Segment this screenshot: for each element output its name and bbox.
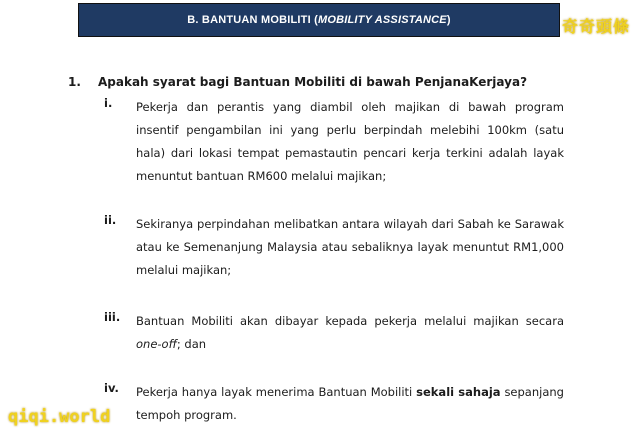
list-item-text-italic: one-off: [136, 337, 177, 351]
list-item-iii: [104, 310, 564, 356]
list-item-i: [104, 96, 564, 188]
section-header-prefix: B. BANTUAN MOBILITI (: [187, 14, 318, 26]
list-item-text: Sekiranya perpindahan melibatkan antara wilayah dari Sabah ke Sarawak atau ke Semenanjung Malaysia atau sebaliknya layak menuntut RM1,000 melalui majikan;: [136, 217, 564, 277]
list-item-roman: i.: [104, 96, 113, 110]
list-item-roman: iii.: [104, 310, 121, 324]
watermark-bottom-left: qiqi.world: [8, 407, 111, 427]
watermark-top-right: 奇奇頭條: [561, 17, 630, 36]
question-1: [68, 75, 610, 89]
list-item-roman: iv.: [104, 381, 119, 395]
section-header-suffix: ): [446, 14, 451, 26]
list-item-text-bold: sekali sahaja: [416, 385, 501, 399]
list-item-iv: [104, 381, 564, 427]
list-item-text: [136, 381, 564, 427]
list-item-ii: [104, 213, 564, 282]
list-item-text-before: Bantuan Mobiliti akan dibayar kepada pekerja melalui majikan secara: [136, 314, 564, 328]
list-item-text: [136, 310, 564, 356]
section-header: [78, 3, 560, 37]
section-header-italic: MOBILITY ASSISTANCE: [317, 14, 447, 26]
list-item-text-after: ; dan: [176, 337, 207, 351]
list-item-text: Pekerja dan perantis yang diambil oleh majikan di bawah program insentif pengambilan ini yang perlu berpindah melebihi 100km (satu hala) dari lokasi tempat pemastautin pencari kerja terkini adalah layak menuntut bantuan RM600 melalui majikan;: [136, 100, 564, 183]
question-text: Apakah syarat bagi Bantuan Mobiliti di bawah PenjanaKerjaya?: [98, 75, 528, 89]
list-item-roman: ii.: [104, 213, 117, 227]
list-item-text-before: Pekerja hanya layak menerima Bantuan Mobiliti: [136, 385, 417, 399]
question-number: 1.: [68, 75, 81, 89]
list-item-text-after: sepanjang tempoh program.: [136, 385, 564, 422]
